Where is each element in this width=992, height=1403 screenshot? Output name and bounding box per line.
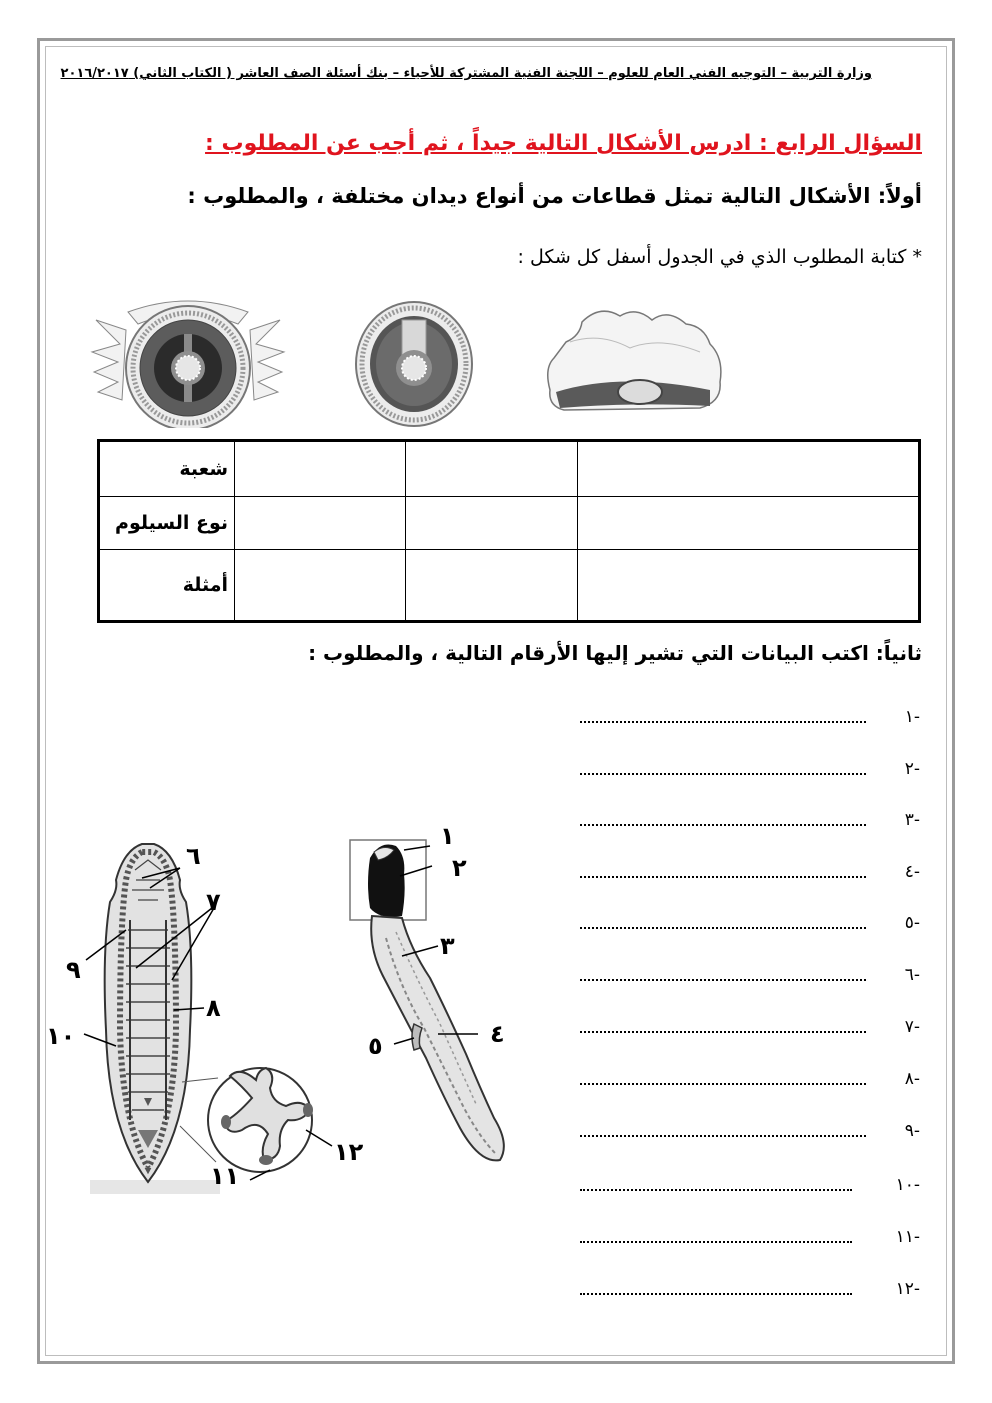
row-header-examples: أمثلة bbox=[99, 550, 235, 622]
diagram-label-6: ٦ bbox=[186, 842, 201, 870]
answer-dots[interactable] bbox=[580, 1241, 852, 1243]
answer-cell[interactable] bbox=[577, 550, 920, 622]
answer-line-2[interactable] bbox=[580, 759, 920, 783]
answer-cell[interactable] bbox=[406, 496, 577, 549]
classification-table bbox=[97, 439, 921, 623]
answer-line-9[interactable] bbox=[580, 1121, 920, 1145]
answer-cell[interactable] bbox=[577, 496, 920, 549]
answer-number: -٩ bbox=[904, 1121, 920, 1141]
answer-number: -٥ bbox=[904, 913, 920, 933]
annelid-cross-section-figure bbox=[88, 290, 288, 428]
table-row bbox=[99, 550, 920, 622]
answer-dots[interactable] bbox=[580, 1189, 852, 1191]
parasitic-worm-diagram bbox=[340, 828, 520, 1178]
answer-dots[interactable] bbox=[580, 773, 866, 775]
diagram-label-10: ١٠ bbox=[46, 1022, 76, 1050]
diagram-label-3: ٣ bbox=[440, 932, 455, 960]
answer-dots[interactable] bbox=[580, 1293, 852, 1295]
table-row bbox=[99, 441, 920, 497]
part1-instruction: * كتابة المطلوب الذي في الجدول أسفل كل شكل : bbox=[517, 246, 922, 268]
roundworm-cross-section-figure bbox=[350, 292, 478, 428]
answer-number: -٤ bbox=[904, 862, 920, 882]
part2-title: ثانياً: اكتب البيانات التي تشير إليها الأرقام التالية ، والمطلوب : bbox=[308, 641, 922, 665]
answer-number: -٨ bbox=[904, 1069, 920, 1089]
answer-line-10[interactable] bbox=[580, 1175, 920, 1199]
answer-line-7[interactable] bbox=[580, 1017, 920, 1041]
answer-number: -١٢ bbox=[895, 1279, 920, 1299]
answer-line-11[interactable] bbox=[580, 1227, 920, 1251]
answer-dots[interactable] bbox=[580, 824, 866, 826]
answer-dots[interactable] bbox=[580, 927, 866, 929]
row-header-coelom-type: نوع السيلوم bbox=[99, 496, 235, 549]
table-row bbox=[99, 496, 920, 549]
answer-cell[interactable] bbox=[235, 550, 406, 622]
diagram-label-9: ٩ bbox=[66, 956, 81, 984]
row-header-phylum: شعبة bbox=[99, 441, 235, 497]
answer-number: -١ bbox=[904, 707, 920, 727]
answer-number: -٧ bbox=[904, 1017, 920, 1037]
diagram-label-5: ٥ bbox=[368, 1032, 383, 1060]
answer-cell[interactable] bbox=[235, 441, 406, 497]
answer-number: -١١ bbox=[895, 1227, 920, 1247]
answer-dots[interactable] bbox=[580, 876, 866, 878]
answer-line-5[interactable] bbox=[580, 913, 920, 937]
diagram-label-7: ٧ bbox=[206, 888, 221, 916]
answer-cell[interactable] bbox=[577, 441, 920, 497]
flatworm-cross-section-figure bbox=[540, 302, 730, 418]
answer-dots[interactable] bbox=[580, 1135, 866, 1137]
answer-line-8[interactable] bbox=[580, 1069, 920, 1093]
answer-cell[interactable] bbox=[406, 441, 577, 497]
diagram-label-1: ١ bbox=[440, 822, 455, 850]
answer-line-4[interactable] bbox=[580, 862, 920, 886]
diagram-label-11: ١١ bbox=[210, 1162, 240, 1190]
answer-number: -٣ bbox=[904, 810, 920, 830]
answer-number: -١٠ bbox=[895, 1175, 920, 1195]
part1-title: أولاً: الأشكال التالية تمثل قطاعات من أنواع ديدان مختلفة ، والمطلوب : bbox=[187, 184, 922, 208]
answer-cell[interactable] bbox=[406, 550, 577, 622]
answer-line-6[interactable] bbox=[580, 965, 920, 989]
diagram-label-2: ٢ bbox=[452, 854, 467, 882]
answer-line-1[interactable] bbox=[580, 707, 920, 731]
answer-dots[interactable] bbox=[580, 979, 866, 981]
answer-line-3[interactable] bbox=[580, 810, 920, 834]
answer-dots[interactable] bbox=[580, 1083, 866, 1085]
answer-dots[interactable] bbox=[580, 1031, 866, 1033]
answer-cell[interactable] bbox=[235, 496, 406, 549]
question-title: السؤال الرابع : ادرس الأشكال التالية جيداً ، ثم أجب عن المطلوب : bbox=[205, 131, 922, 156]
answer-number: -٦ bbox=[904, 965, 920, 985]
answer-dots[interactable] bbox=[580, 721, 866, 723]
answer-number: -٢ bbox=[904, 759, 920, 779]
answer-line-12[interactable] bbox=[580, 1279, 920, 1303]
diagram-label-8: ٨ bbox=[206, 994, 221, 1022]
page-header: وزارة التربية – التوجيه الفني العام للعلوم – اللجنة الفنية المشتركة للأحياء – بنك أسئلة الصف العاشر ( الكتاب الثاني) ٢٠١٦/٢٠١٧ bbox=[60, 66, 872, 81]
diagram-label-12: ١٢ bbox=[334, 1138, 364, 1166]
diagram-label-4: ٤ bbox=[490, 1020, 505, 1048]
